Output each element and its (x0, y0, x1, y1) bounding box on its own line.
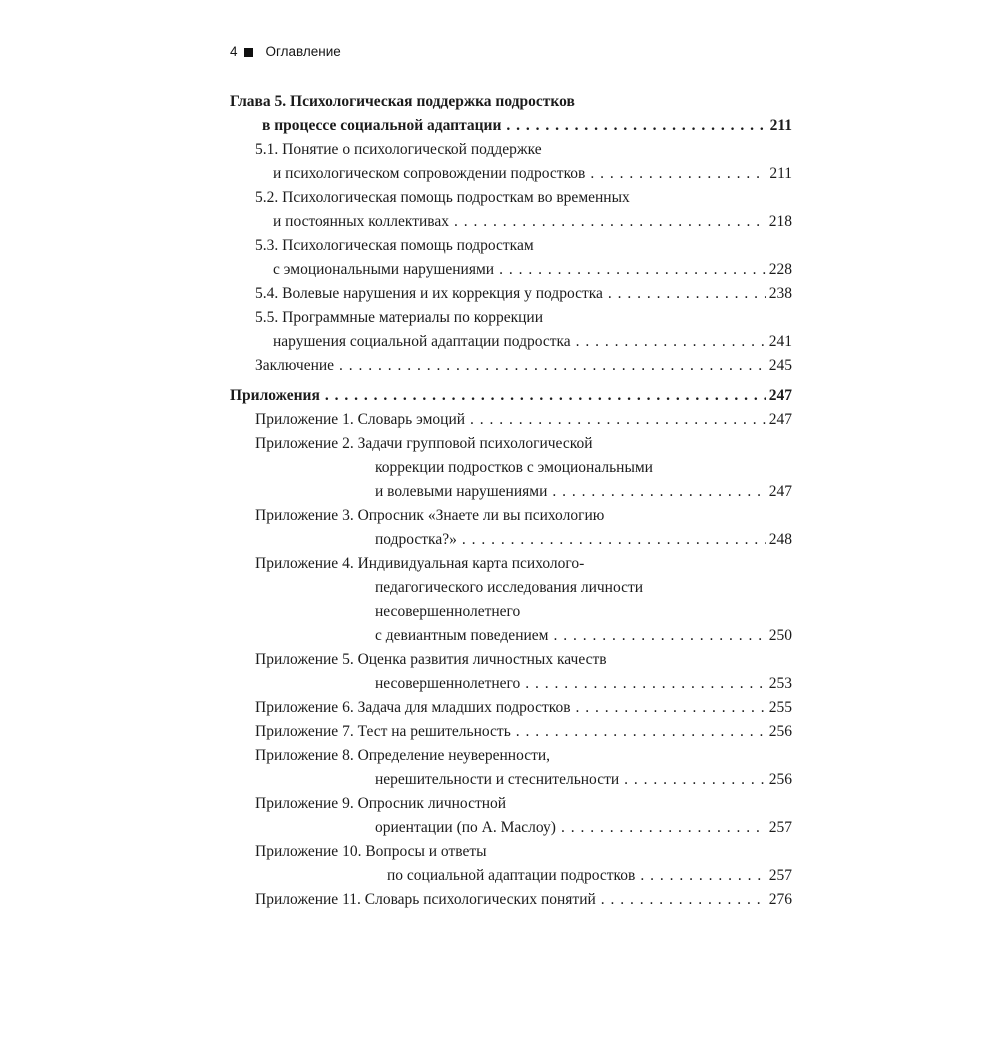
dot-leader (516, 720, 766, 744)
dot-leader (470, 408, 766, 432)
toc-line-text: ориентации (по А. Маслоу) (375, 819, 556, 836)
toc-line (230, 648, 792, 672)
toc-entry (230, 354, 792, 378)
toc-line (230, 90, 792, 114)
page (0, 44, 1000, 912)
toc-line (230, 408, 792, 432)
toc-page-number: 211 (769, 165, 792, 182)
dot-leader (552, 480, 765, 504)
toc-line (230, 696, 792, 720)
toc-line-text: подростка?» (375, 531, 457, 548)
toc-line-text: Приложение 8. Определение неуверенности, (255, 747, 551, 764)
toc-line-text: Приложение 1. Словарь эмоций (255, 411, 466, 428)
toc-page-number: 248 (768, 531, 792, 548)
toc-line (230, 816, 792, 840)
toc-line-text: педагогического исследования личности (375, 579, 644, 596)
toc-line (230, 744, 792, 768)
toc-entry (230, 186, 792, 234)
toc-line (230, 720, 792, 744)
toc-page-number: 241 (768, 333, 792, 350)
toc-line-text: 5.5. Программные материалы по коррекции (255, 309, 544, 326)
toc-entry (230, 840, 792, 888)
toc-line (230, 234, 792, 258)
toc-line-text: с девиантным поведением (375, 627, 549, 644)
dot-leader (499, 258, 766, 282)
toc-line (230, 432, 792, 456)
toc-entry (230, 720, 792, 744)
toc-line-text: несовершеннолетнего (375, 603, 521, 620)
toc-line (230, 354, 792, 378)
dot-leader (454, 210, 766, 234)
toc-line (230, 186, 792, 210)
toc-page-number: 228 (768, 261, 792, 278)
toc-line (230, 792, 792, 816)
dot-leader (553, 624, 765, 648)
toc-line (230, 282, 792, 306)
toc-entry (230, 648, 792, 696)
dot-leader (624, 768, 766, 792)
toc-page-number: 247 (768, 387, 792, 404)
toc-page-number: 257 (768, 867, 792, 884)
toc-line (230, 162, 792, 186)
toc-line (230, 768, 792, 792)
toc-page-number: 276 (768, 891, 792, 908)
toc-entry (230, 306, 792, 354)
toc-page-number: 245 (768, 357, 792, 374)
dot-leader (590, 162, 766, 186)
toc-line-text: по социальной адаптации подростков (387, 867, 636, 884)
toc-entry (230, 282, 792, 306)
toc-line-text: Глава 5. Психологическая поддержка подростков (230, 93, 575, 110)
square-bullet-icon (244, 48, 253, 57)
header-title: Оглавление (265, 44, 341, 59)
toc-entry (230, 552, 792, 648)
toc-page-number: 238 (768, 285, 792, 302)
toc-entry (230, 696, 792, 720)
toc-line (230, 480, 792, 504)
toc-line-text: несовершеннолетнего (375, 675, 521, 692)
toc-line (230, 576, 792, 600)
toc-line-text: Приложение 5. Оценка развития личностных качеств (255, 651, 607, 668)
dot-leader (325, 384, 766, 408)
toc-line-text: Приложение 2. Задачи групповой психологической (255, 435, 593, 452)
toc-line-text: нерешительности и стеснительности (375, 771, 620, 788)
toc-page-number: 257 (768, 819, 792, 836)
toc-line (230, 864, 792, 888)
dot-leader (608, 282, 766, 306)
toc-line-text: 5.2. Психологическая помощь подросткам во временных (255, 189, 630, 206)
toc-entry (230, 408, 792, 432)
toc-line (230, 258, 792, 282)
toc-line-text: и постоянных коллективах (273, 213, 450, 230)
toc-line (230, 114, 792, 138)
toc-line (230, 624, 792, 648)
toc-line (230, 504, 792, 528)
toc-page-number: 250 (768, 627, 792, 644)
toc-line-text: в процессе социальной адаптации (262, 117, 502, 134)
toc-page-number: 247 (768, 483, 792, 500)
toc-line-text: Приложение 10. Вопросы и ответы (255, 843, 487, 860)
toc-line-text: 5.4. Волевые нарушения и их коррекция у подростка (255, 285, 603, 302)
toc-entry (230, 504, 792, 552)
toc-line-text: коррекции подростков с эмоциональными (375, 459, 653, 476)
dot-leader (640, 864, 765, 888)
toc-line-text: 5.3. Психологическая помощь подросткам (255, 237, 534, 254)
toc-line (230, 840, 792, 864)
toc-entry (230, 384, 792, 408)
toc-entry (230, 888, 792, 912)
toc-entry (230, 432, 792, 504)
toc-page-number: 255 (768, 699, 792, 716)
toc-page-number: 218 (768, 213, 792, 230)
toc-line-text: Приложения (230, 387, 320, 404)
dot-leader (576, 330, 766, 354)
toc-entry (230, 234, 792, 282)
toc-line (230, 306, 792, 330)
toc-page-number: 211 (769, 117, 792, 134)
dot-leader (601, 888, 766, 912)
toc-line-text: нарушения социальной адаптации подростка (273, 333, 571, 350)
dot-leader (561, 816, 766, 840)
toc-line (230, 888, 792, 912)
toc-line (230, 528, 792, 552)
toc-line-text: Приложение 7. Тест на решительность (255, 723, 511, 740)
toc-entry (230, 792, 792, 840)
dot-leader (576, 696, 766, 720)
toc-line-text: с эмоциональными нарушениями (273, 261, 495, 278)
toc-line-text: и психологическом сопровождении подростков (273, 165, 586, 182)
toc (230, 90, 792, 912)
toc-line (230, 384, 792, 408)
toc-page-number: 247 (768, 411, 792, 428)
toc-line (230, 330, 792, 354)
dot-leader (339, 354, 766, 378)
toc-page-number: 253 (768, 675, 792, 692)
dot-leader (525, 672, 765, 696)
toc-line (230, 600, 792, 624)
toc-line-text: Приложение 11. Словарь психологических понятий (255, 891, 596, 908)
header-page-number: 4 (230, 44, 238, 59)
toc-line-text: и волевыми нарушениями (375, 483, 548, 500)
toc-line (230, 672, 792, 696)
toc-page-number: 256 (768, 723, 792, 740)
toc-line (230, 138, 792, 162)
dot-leader (462, 528, 766, 552)
toc-line-text: Приложение 9. Опросник личностной (255, 795, 507, 812)
toc-page-number: 256 (768, 771, 792, 788)
toc-line (230, 552, 792, 576)
toc-line (230, 456, 792, 480)
toc-line-text: Приложение 6. Задача для младших подростков (255, 699, 571, 716)
toc-line-text: Приложение 3. Опросник «Знаете ли вы психологию (255, 507, 605, 524)
toc-line-text: Заключение (255, 357, 335, 374)
toc-line-text: 5.1. Понятие о психологической поддержке (255, 141, 542, 158)
toc-entry (230, 138, 792, 186)
toc-line (230, 210, 792, 234)
page-header (230, 44, 1000, 59)
toc-line-text: Приложение 4. Индивидуальная карта психолого- (255, 555, 585, 572)
toc-entry (230, 744, 792, 792)
dot-leader (506, 114, 766, 138)
toc-entry (230, 90, 792, 138)
